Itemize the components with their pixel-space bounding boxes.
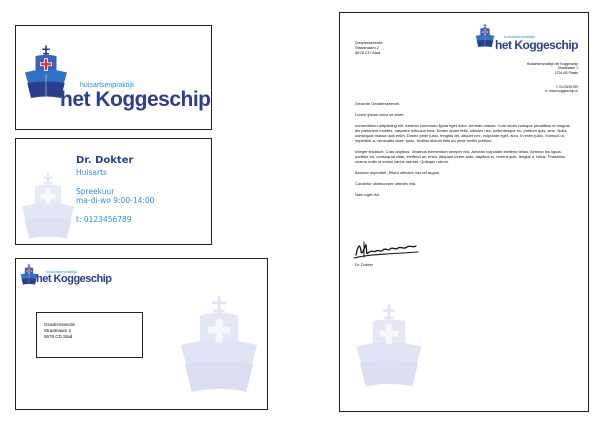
paragraph: consectetuer adipiscing elit. Aenean commodo ligula eget dolor. Aenean massa. Cum sociis natoque penatibus et magnis dis parturient montes, nascetur ridiculus mus. Donec quam felis, ultricies nec, pellentesque eu, pretium quis, sem. Nulla consequat massa quis enim. Donec pede justo, fringilla vel, aliquet nec, vulputate eget, arcu. In enim justo, rhoncus ut, imperdiet a, venenatis vitae, justo. Nullam dictum felis eu pede mollis pretium.: [355, 123, 570, 143]
brand-tagline: huisartsenpraktijk: [80, 82, 135, 89]
ship-watermark-icon: [18, 171, 78, 245]
doctor-role: Huisarts: [76, 168, 107, 177]
paragraph: Integer tincidunt. Cras dapibus. Vivamus elementum semper nisi. Aenean vulputate eleifend tellus. Aenean leo ligula, porttitor eu, consequat vitae, eleifend ac, enim. Aliquam lorem ante, dapibus in, viverra quis, feugiat a, tellus. Phasellus viverra nulla ut metus varius laoreet. Quisque rutrum.: [355, 149, 566, 164]
hours-label: Spreekuur: [76, 187, 115, 196]
ship-logo-icon: [475, 23, 495, 50]
address-line: Geadresseerde: [44, 322, 76, 327]
brand-wordmark: [60, 82, 211, 110]
sender-phone: t: 0123456789: [556, 85, 578, 89]
brand-name: het Koggeschip: [60, 88, 211, 111]
doctor-name: Dr. Dokter: [76, 155, 134, 166]
paragraph: Lorem ipsum dolor sit amet,: [355, 112, 405, 117]
sender-address: [527, 62, 578, 75]
envelope-address: [44, 322, 75, 340]
business-card-back: [15, 138, 212, 245]
contact-block: [76, 155, 154, 224]
brand-tagline: huisartsenpraktijk: [46, 269, 78, 274]
brand-wordmark: [36, 270, 112, 285]
paragraph: Curabitur ullamcorper ultricies nisi.: [355, 181, 417, 186]
ship-watermark-icon: [178, 289, 260, 407]
address-line: Straatnaam 2: [355, 45, 380, 51]
paragraph: Aenean imperdiet. Etiam ultricies nisi vel augue.: [355, 170, 441, 175]
letterhead-page: [339, 12, 589, 412]
envelope: [15, 258, 268, 410]
signature-graphic: [352, 239, 424, 261]
brand-name: het Koggeschip: [495, 38, 579, 52]
address-line: 5678 CD Stad: [44, 333, 73, 339]
phone-number: t: 0123456789: [76, 215, 132, 224]
address-line: Huisartsenpraktijk het Koggeschip: [526, 62, 578, 66]
address-line: 5678 CD Stad: [355, 50, 381, 56]
salutation: Geachte Geadresseerde,: [355, 101, 400, 106]
business-card-front: [15, 25, 212, 130]
letter-body: [355, 101, 575, 203]
recipient-address: [355, 40, 383, 56]
address-line: Straatnaam 2: [44, 327, 72, 333]
brand-name: het Koggeschip: [36, 273, 112, 285]
signer-name: Dr. Dokter: [355, 262, 374, 267]
address-line: 1234 AB Plaats: [554, 70, 578, 75]
hours-value: ma-di-wo 9:00-14:00: [76, 196, 155, 205]
ship-watermark-icon: [354, 287, 424, 411]
sender-web: e: www.koggeschip.nl: [545, 89, 578, 94]
address-line: Straatnaam 1: [557, 66, 578, 71]
brand-tagline: huisartsenpraktijk: [504, 34, 536, 39]
sender-contact: [545, 85, 578, 94]
address-window: [36, 312, 143, 358]
paragraph: Nam eget dui.: [355, 192, 380, 197]
brand-wordmark: [495, 35, 578, 51]
address-line: Geadresseerde: [355, 40, 383, 45]
